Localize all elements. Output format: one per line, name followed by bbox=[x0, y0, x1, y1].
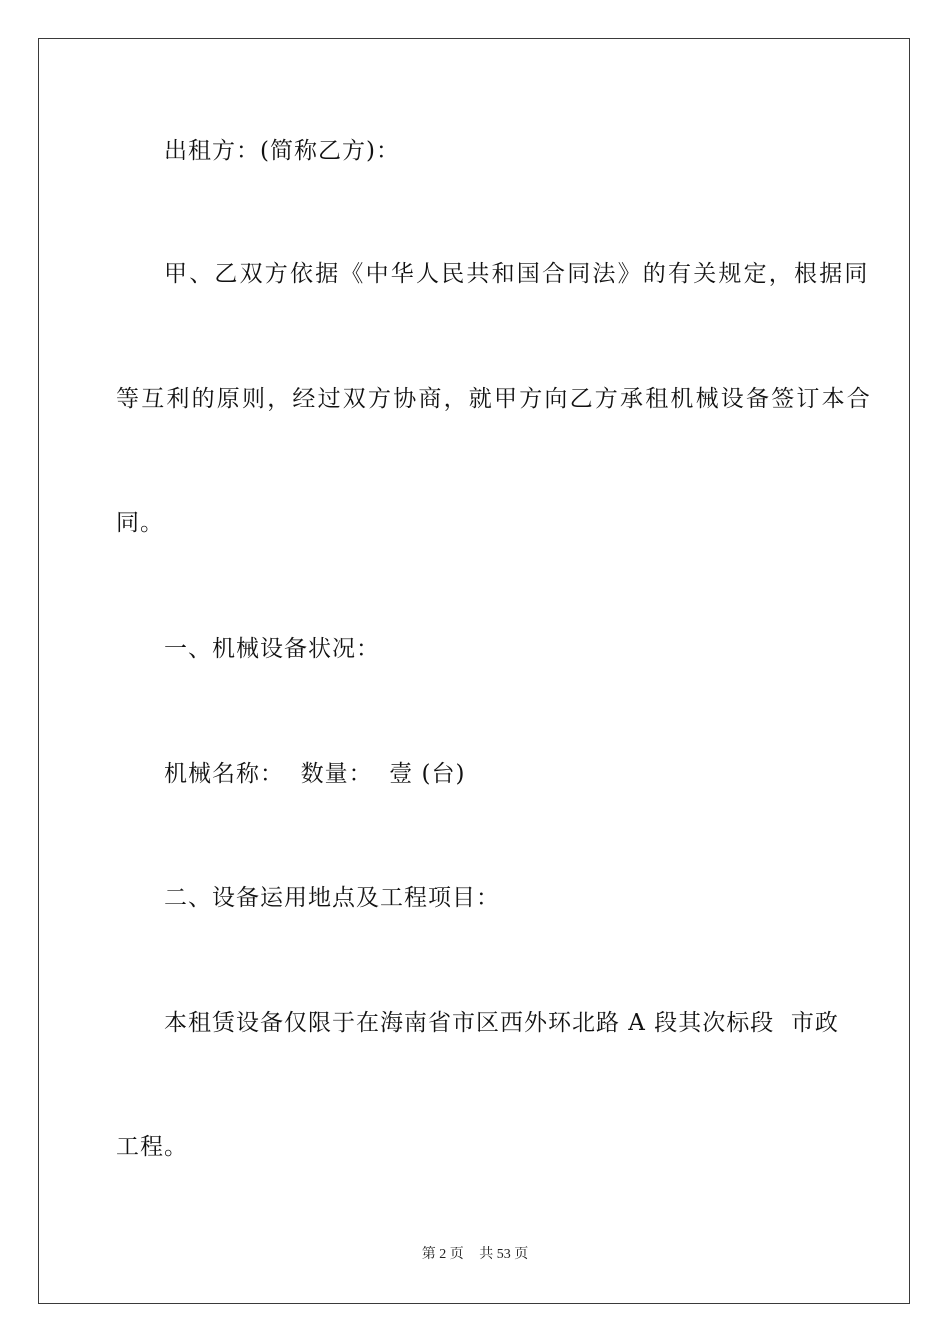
section-2-heading: 二、设备运用地点及工程项目： bbox=[164, 885, 500, 911]
preamble-line-2: 等互利的原则，经过双方协商，就甲方向乙方承租机械设备签订本合 bbox=[116, 386, 872, 412]
preamble-line-1: 甲、乙双方依据《中华人民共和国合同法》的有关规定，根据同 bbox=[164, 261, 870, 287]
section-1-heading: 一、机械设备状况： bbox=[164, 636, 380, 662]
location-line-1: 本租赁设备仅限于在海南省市区西外环北路 A 段其次标段 市政 bbox=[164, 1010, 839, 1036]
location-line-2: 工程。 bbox=[116, 1134, 188, 1160]
equipment-line: 机械名称： 数量： 壹 (台) bbox=[164, 761, 466, 787]
preamble-line-3: 同。 bbox=[116, 510, 164, 536]
page-frame bbox=[38, 38, 910, 1304]
page-footer bbox=[0, 1246, 950, 1264]
lessor-line: 出租方：(简称乙方)： bbox=[164, 138, 400, 164]
page-total: 共 53 页 bbox=[479, 1247, 529, 1262]
page-number: 第 2 页 bbox=[421, 1247, 464, 1262]
